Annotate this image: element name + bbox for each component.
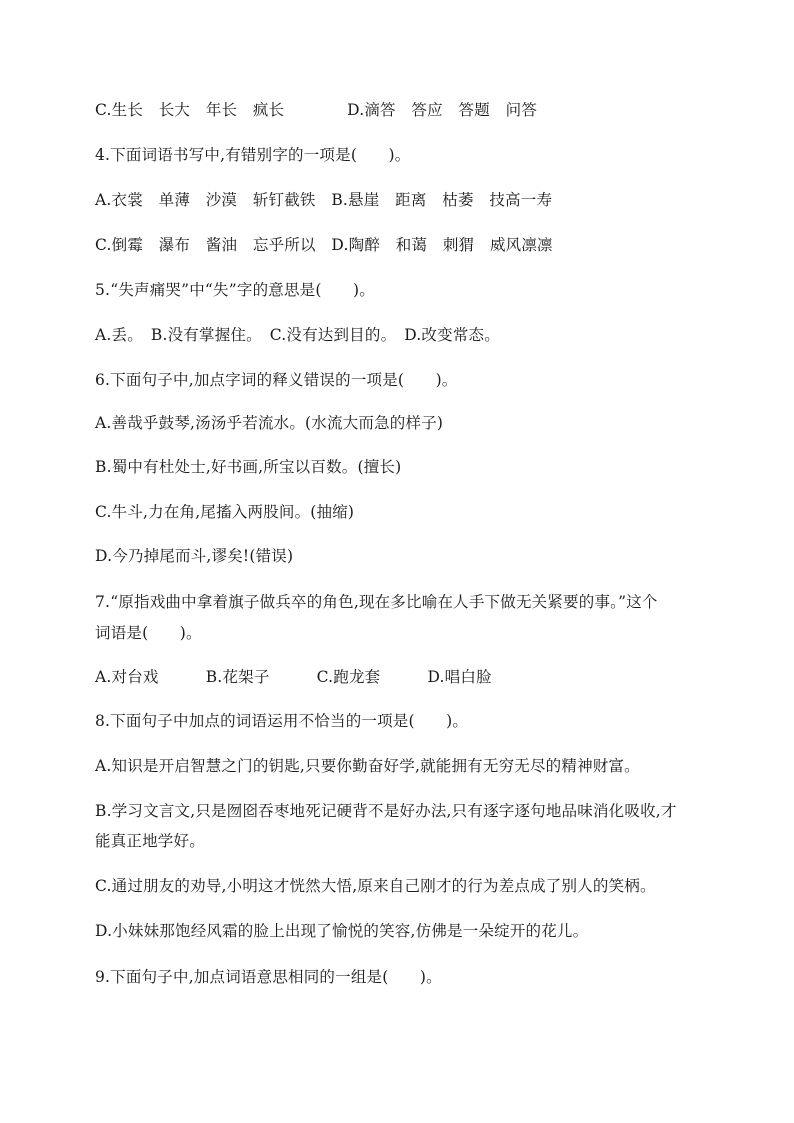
question-9: 9.下面句子中,加点词语意思相同的一组是( )。 — [95, 968, 442, 986]
option-d: D.今乃掉尾而斗,谬矣!(错误) — [95, 547, 294, 565]
option-line-a-b: A.衣裳 单薄 沙漠 斩钉截铁 B.悬崖 距离 枯萎 技高一寿 — [95, 191, 553, 209]
option-a: A.知识是开启智慧之门的钥匙,只要你勤奋好学,就能拥有无穷无尽的精神财富。 — [95, 757, 640, 775]
question-6: 6.下面句子中,加点字词的释义错误的一项是( )。 — [95, 371, 458, 389]
option-line-a-d: A.对台戏 B.花架子 C.跑龙套 D.唱白脸 — [95, 668, 492, 686]
question-4: 4.下面词语书写中,有错别字的一项是( )。 — [95, 146, 411, 164]
option-line-a-d: A.丢。 B.没有掌握住。 C.没有达到目的。 D.改变常态。 — [95, 326, 500, 344]
option-d: D.小妹妹那饱经风霜的脸上出现了愉悦的笑容,仿佛是一朵绽开的花儿。 — [95, 922, 589, 940]
option-c: C.通过朋友的劝导,小明这才恍然大悟,原来自己刚才的行为差点成了别人的笑柄。 — [95, 877, 656, 895]
option-b: B.蜀中有杜处士,好书画,所宝以百数。(擅长) — [95, 458, 402, 476]
option-b: B.学习文言文,只是囫囵吞枣地死记硬背不是好办法,只有逐字逐句地品味消化吸收,才 — [95, 802, 677, 820]
option-line-c-d: C.生长 长大 年长 疯长 D.滴答 答应 答题 问答 — [95, 101, 538, 119]
question-5: 5.“失声痛哭”中“失”字的意思是( )。 — [95, 281, 375, 299]
question-7-continued: 词语是( )。 — [95, 624, 202, 642]
option-b-continued: 能真正地学好。 — [95, 832, 205, 850]
option-line-c-d: C.倒霉 瀑布 酱油 忘乎所以 D.陶醉 和蔼 刺猬 威风凛凛 — [95, 236, 553, 254]
question-7: 7.“原指戏曲中拿着旗子做兵卒的角色,现在多比喻在人手下做无关紧要的事。”这个 — [95, 593, 658, 611]
option-a: A.善哉乎鼓琴,汤汤乎若流水。(水流大而急的样子) — [95, 414, 444, 432]
option-c: C.牛斗,力在角,尾搐入两股间。(抽缩) — [95, 503, 355, 521]
question-8: 8.下面句子中加点的词语运用不恰当的一项是( )。 — [95, 712, 469, 730]
